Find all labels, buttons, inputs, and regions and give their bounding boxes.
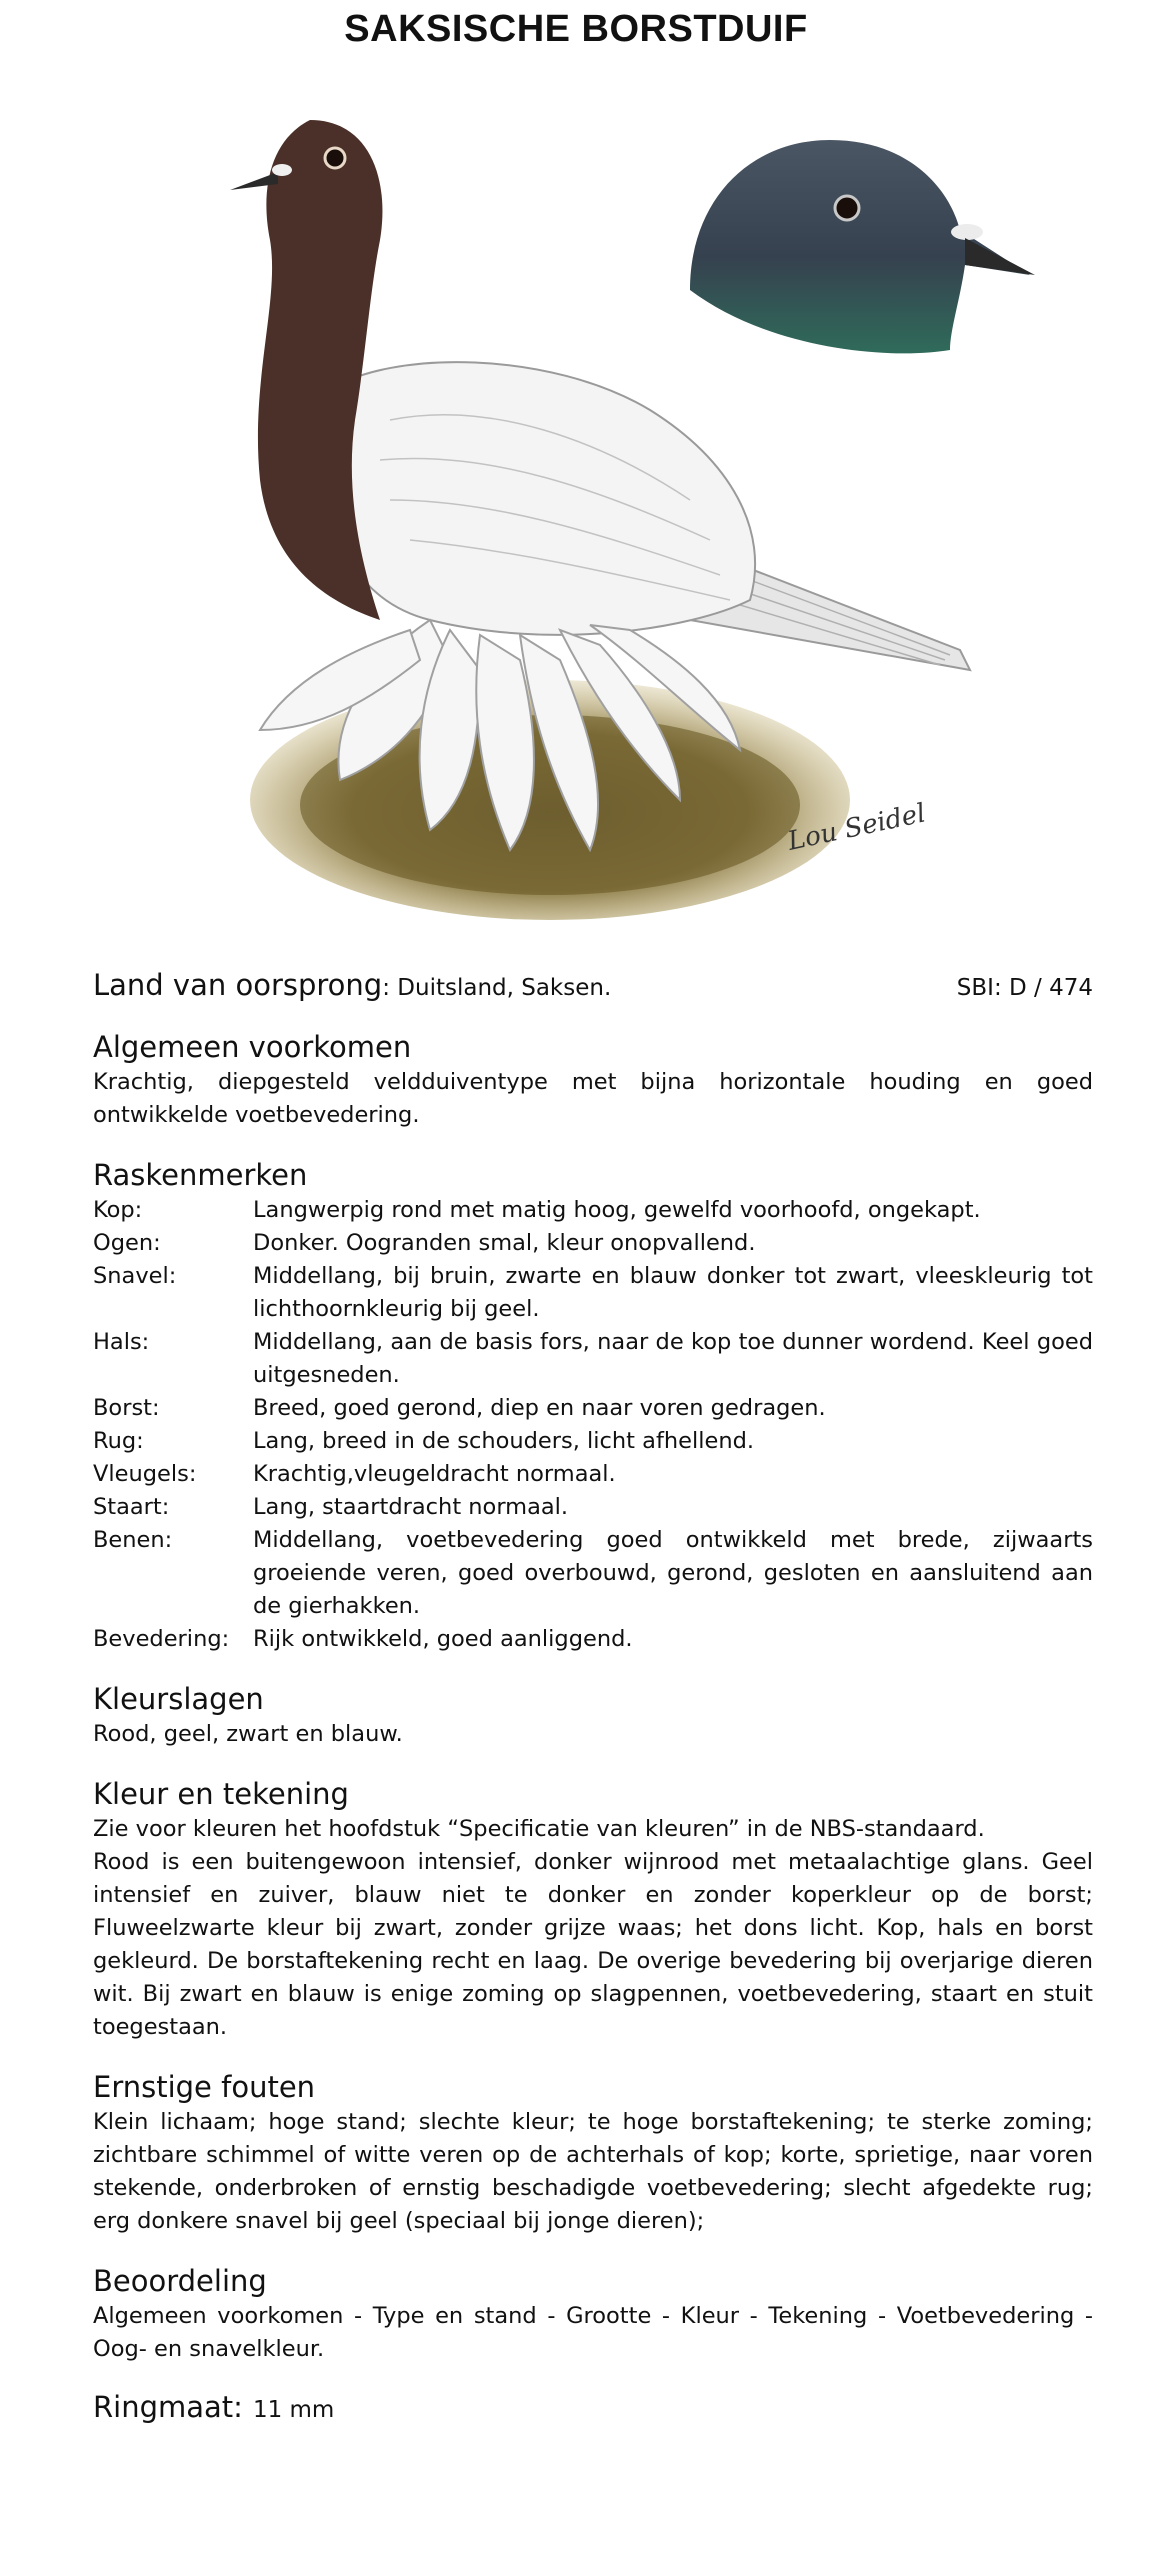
traits-list	[93, 1194, 1093, 1656]
trait-row	[93, 1227, 1093, 1260]
origin-row	[93, 968, 1093, 1002]
trait-row	[93, 1425, 1093, 1458]
trait-row	[93, 1524, 1093, 1623]
pigeon-eye	[325, 148, 345, 168]
trait-row	[93, 1260, 1093, 1326]
trait-label: Snavel:	[93, 1263, 177, 1289]
trait-label: Ogen:	[93, 1230, 161, 1256]
trait-value: Donker. Oogranden smal, kleur onopvallend.	[253, 1230, 756, 1256]
page-title: SAKSISCHE BORSTDUIF	[344, 8, 808, 50]
section-algemeen	[93, 1028, 1093, 1132]
ringmaat-label: Ringmaat:	[93, 2390, 243, 2424]
ringmaat-row	[93, 2390, 1093, 2424]
text-kleur-intro: Zie voor kleuren het hoofdstuk “Specificatie van kleuren” in de NBS-standaard.	[93, 1816, 985, 1842]
trait-value: Middellang, bij bruin, zwarte en blauw donker tot zwart, vleeskleurig tot lichthoornkleurig bij geel.	[253, 1263, 1093, 1322]
trait-value: Langwerpig rond met matig hoog, gewelfd voorhoofd, ongekapt.	[253, 1197, 981, 1223]
trait-label: Hals:	[93, 1329, 150, 1355]
text-beoordeling: Algemeen voorkomen - Type en stand - Grootte - Kleur - Tekening - Voetbevedering - Oog- en snavelkleur.	[93, 2303, 1093, 2362]
trait-label: Bevedering:	[93, 1626, 230, 1652]
trait-value: Krachtig,vleugeldracht normaal.	[253, 1461, 616, 1487]
section-raskenmerken	[93, 1156, 1093, 1656]
sbi-code: SBI: D / 474	[956, 975, 1093, 1001]
trait-label: Vleugels:	[93, 1461, 197, 1487]
trait-row	[93, 1392, 1093, 1425]
text-kleur-details: Rood is een buitengewoon intensief, donker wijnrood met metaalachtige glans. Geel intensief en zuiver, blauw niet te donker en zonder koperkleur op de borst; Fluweelzwarte kleur bij zwart, zonder grijze waas; het dons licht. Kop, hals en borst gekleurd. De borstaftekening recht en laag. De overige bevedering bij overjarige dieren wit. Bij zwart en blauw is enige zoming op slagpennen, voetbevedering, staart en stuit toegestaan.	[93, 1849, 1093, 2040]
trait-value: Breed, goed gerond, diep en naar voren gedragen.	[253, 1395, 826, 1421]
trait-value: Middellang, voetbevedering goed ontwikkeld met brede, zijwaarts groeiende veren, goed overbouwd, gerond, gesloten en aansluitend aan de gierhakken.	[253, 1527, 1093, 1619]
section-kleurslagen	[93, 1680, 1093, 1751]
heading-beoordeling: Beoordeling	[93, 2264, 267, 2298]
trait-row	[93, 1458, 1093, 1491]
heading-fouten: Ernstige fouten	[93, 2070, 316, 2104]
trait-label: Staart:	[93, 1494, 170, 1520]
trait-label: Rug:	[93, 1428, 144, 1454]
text-kleurslagen: Rood, geel, zwart en blauw.	[93, 1721, 403, 1747]
trait-label: Kop:	[93, 1197, 143, 1223]
text-algemeen: Krachtig, diepgesteld veldduiventype met bijna horizontale houding en goed ontwikkelde voetbevedering.	[93, 1069, 1093, 1128]
trait-label: Borst:	[93, 1395, 160, 1421]
section-beoordeling	[93, 2262, 1093, 2366]
heading-algemeen: Algemeen voorkomen	[93, 1030, 412, 1064]
trait-value: Lang, breed in de schouders, licht afhellend.	[253, 1428, 755, 1454]
pigeon-body	[325, 362, 755, 635]
text-fouten: Klein lichaam; hoge stand; slechte kleur; te hoge borstaftekening; te sterke zoming; zichtbare schimmel of witte veren op de achterhals of kop; korte, sprietige, naar voren stekende, onderbroken of ernstig beschadigde voetbevedering; slecht afgedekte rug; erg donkere snavel bij geel (speciaal bij jonge dieren);	[93, 2109, 1093, 2234]
trait-row	[93, 1623, 1093, 1656]
origin-value: : Duitsland, Saksen.	[382, 975, 612, 1001]
trait-value: Lang, staartdracht normaal.	[253, 1494, 569, 1520]
heading-raskenmerken: Raskenmerken	[93, 1158, 308, 1192]
pigeon-illustration	[130, 60, 1090, 970]
origin-label: Land van oorsprong	[93, 968, 383, 1002]
trait-value: Middellang, aan de basis fors, naar de kop toe dunner wordend. Keel goed uitgesneden.	[253, 1329, 1093, 1388]
heading-kleur-tekening: Kleur en tekening	[93, 1777, 349, 1811]
breed-standard-content	[93, 968, 1093, 2424]
ringmaat-value: 11 mm	[252, 2397, 335, 2423]
trait-row	[93, 1194, 1093, 1227]
section-fouten	[93, 2068, 1093, 2238]
trait-row	[93, 1326, 1093, 1392]
trait-row	[93, 1491, 1093, 1524]
heading-kleurslagen: Kleurslagen	[93, 1682, 264, 1716]
section-kleur-tekening	[93, 1775, 1093, 2044]
artist-signature: Lou Seidel	[785, 798, 929, 857]
trait-value: Rijk ontwikkeld, goed aanliggend.	[253, 1626, 633, 1652]
trait-label: Benen:	[93, 1527, 173, 1553]
